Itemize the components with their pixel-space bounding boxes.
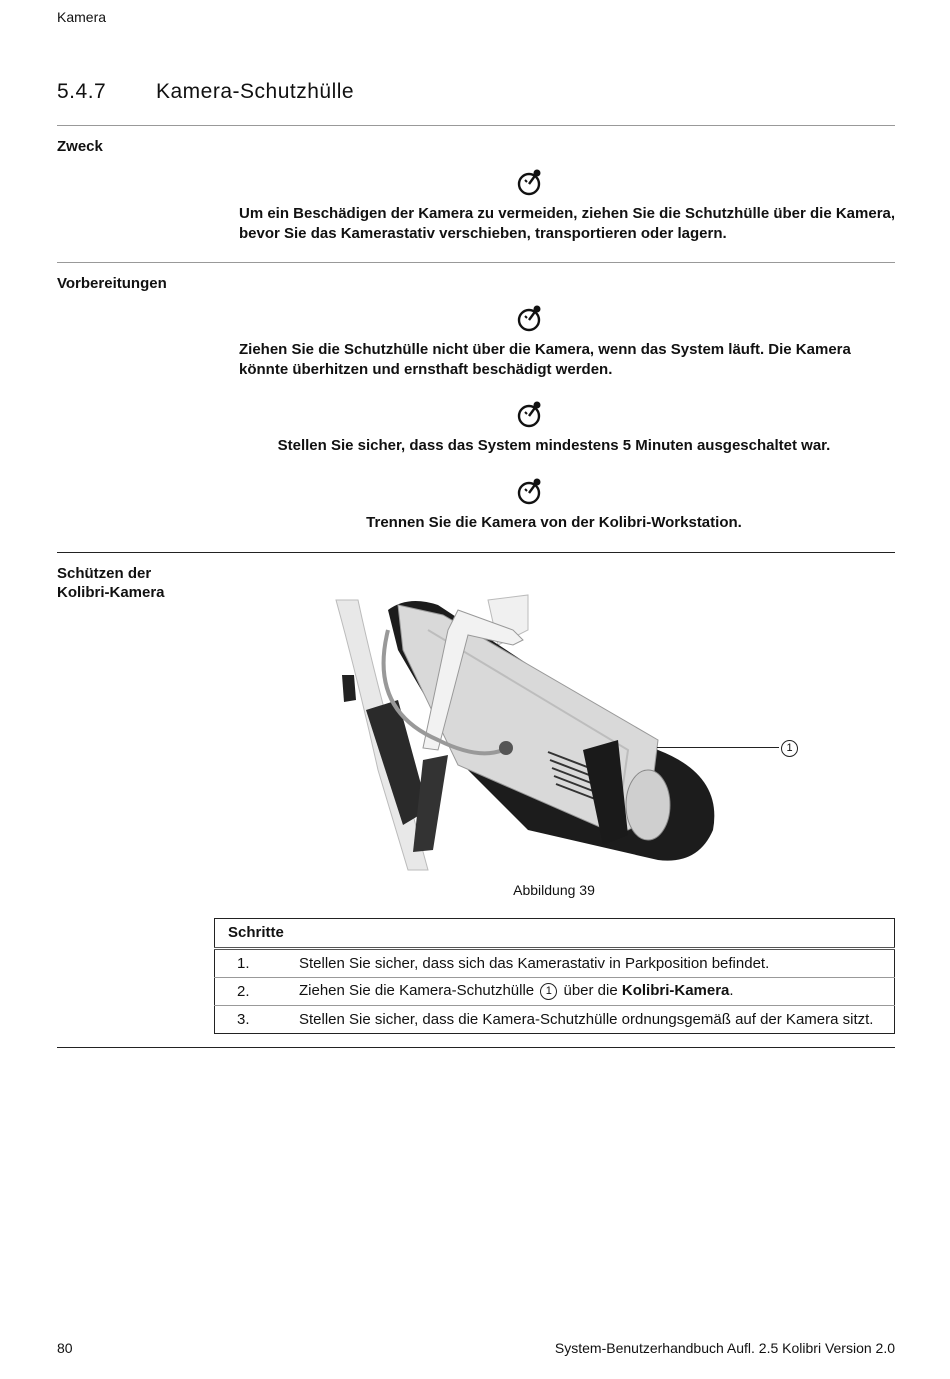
table-row <box>215 978 895 1006</box>
divider <box>57 262 895 263</box>
camera-cover-figure <box>328 590 720 872</box>
note-icon <box>516 400 544 428</box>
divider <box>57 552 895 553</box>
note-icon <box>516 304 544 332</box>
divider <box>57 1047 895 1048</box>
step-text-part: Ziehen Sie die Kamera-Schutzhülle <box>299 982 535 1000</box>
schutz-label-line2: Kolibri-Kamera <box>57 584 165 601</box>
note-icon <box>516 168 544 196</box>
step-text <box>299 978 895 1006</box>
document-title: System-Benutzerhandbuch Aufl. 2.5 Kolibri Version 2.0 <box>554 1340 895 1356</box>
callout-leader-line <box>657 747 779 748</box>
zweck-note: Um ein Beschädigen der Kamera zu vermeiden, ziehen Sie die Schutzhülle über die Kamera, bevor Sie das Kamerastativ verschieben, transportieren oder lagern. <box>239 205 896 242</box>
step-text-part: . <box>729 982 734 1000</box>
table-row <box>215 949 895 978</box>
page-number: 80 <box>57 1340 73 1356</box>
running-header: Kamera <box>57 9 107 25</box>
schutz-label-line1: Schützen der <box>57 565 152 582</box>
vorbereitungen-note-3: Trennen Sie die Kamera von der Kolibri-Workstation. <box>366 514 742 531</box>
section-title: Kamera-Schutzhülle <box>156 80 355 103</box>
vorbereitungen-note-2: Stellen Sie sicher, dass das System mindestens 5 Minuten ausgeschaltet war. <box>277 437 831 454</box>
step-number: 1. <box>215 949 300 978</box>
callout-marker: 1 <box>781 740 798 757</box>
note-icon <box>516 477 544 505</box>
figure-caption: Abbildung 39 <box>513 882 595 898</box>
section-number: 5.4.7 <box>57 80 107 103</box>
vorbereitungen-label: Vorbereitungen <box>57 275 167 292</box>
callout-marker: 1 <box>540 983 557 1000</box>
schutz-label <box>57 564 165 602</box>
step-text-part: über die <box>563 982 618 1000</box>
zweck-label: Zweck <box>57 138 103 155</box>
step-text-bold: Kolibri-Kamera <box>621 982 730 1000</box>
step-number: 3. <box>215 1006 300 1034</box>
step-number: 2. <box>215 978 300 1006</box>
table-row <box>215 1006 895 1034</box>
steps-table <box>214 918 895 1034</box>
step-text: Stellen Sie sicher, dass die Kamera-Schutzhülle ordnungsgemäß auf der Kamera sitzt. <box>299 1006 895 1034</box>
steps-header: Schritte <box>215 919 895 949</box>
divider <box>57 125 895 126</box>
vorbereitungen-note-1: Ziehen Sie die Schutzhülle nicht über die Kamera, wenn das System läuft. Die Kamera könnte überhitzen und ernsthaft beschädigt werden. <box>239 341 851 378</box>
step-text: Stellen Sie sicher, dass sich das Kamerastativ in Parkposition befindet. <box>299 949 895 978</box>
